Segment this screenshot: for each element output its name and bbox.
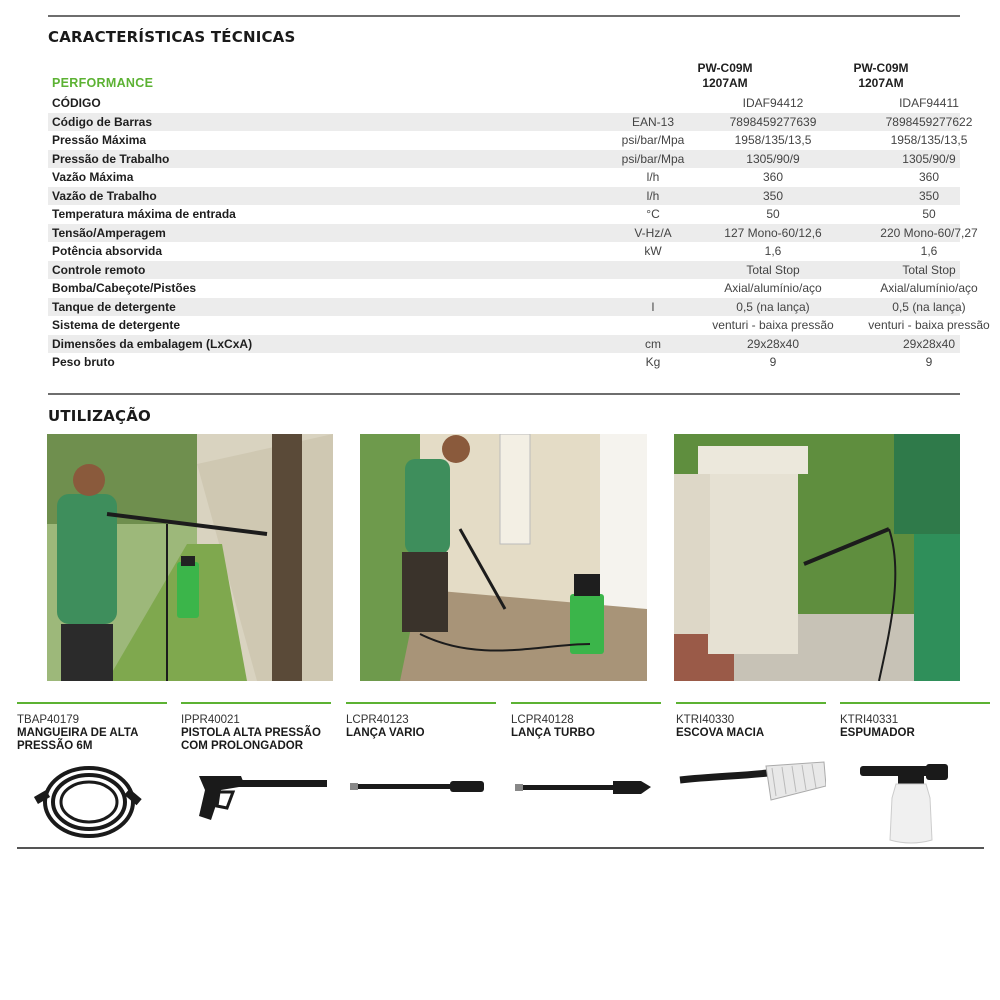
spec-label: Peso bruto <box>52 355 115 369</box>
spec-label: Pressão Máxima <box>52 133 147 147</box>
spec-row <box>48 168 960 187</box>
spec-unit: l/h <box>646 170 660 184</box>
accessory-code: KTRI40331 <box>840 714 899 726</box>
top-divider <box>48 15 960 17</box>
usage-section-title: UTILIZAÇÃO <box>48 407 151 425</box>
spec-value-model-1: 127 Mono-60/12,6 <box>724 225 822 240</box>
spec-row <box>48 242 960 261</box>
spec-value-model-1: venturi - baixa pressão <box>712 318 834 332</box>
accessory-name: LANÇA VARIO <box>346 727 425 739</box>
accessory-item <box>346 702 496 740</box>
spec-row <box>48 335 960 354</box>
spec-row <box>48 205 960 224</box>
accessory-code: TBAP40179 <box>17 714 80 726</box>
usage-photo-wall-cleaning <box>47 434 333 681</box>
spec-row <box>48 316 990 335</box>
spec-table <box>48 94 990 372</box>
spec-value-model-1: 1958/135/13,5 <box>734 133 812 147</box>
spec-label: CÓDIGO <box>52 96 101 110</box>
usage-photo-pillar-cleaning <box>674 434 960 681</box>
accessory-name: ESCOVA MACIA <box>676 727 765 739</box>
accessory-code: IPPR40021 <box>181 714 240 726</box>
spec-label: Dimensões da embalagem (LxCxA) <box>52 336 253 351</box>
spec-unit: V-Hz/A <box>634 225 672 240</box>
spec-value-model-1: 9 <box>769 355 777 369</box>
spec-label: Sistema de detergente <box>52 318 181 332</box>
spec-value-model-2: venturi - baixa pressão <box>868 318 990 332</box>
accessory-code: LCPR40128 <box>511 714 574 726</box>
spec-label: Controle remoto <box>52 262 146 277</box>
spec-value-model-1: 7898459277639 <box>729 114 817 129</box>
spec-row <box>48 187 960 206</box>
spec-unit: l <box>651 299 655 314</box>
hose-icon <box>17 757 167 847</box>
accessory-code: KTRI40330 <box>676 714 735 726</box>
accessory-item <box>840 702 990 740</box>
spec-value-model-1: 360 <box>762 170 784 184</box>
vario-lance-icon <box>346 764 496 854</box>
spec-value-model-1: 1305/90/9 <box>746 151 800 166</box>
spec-value-model-2: IDAF94411 <box>899 96 959 110</box>
accessory-name: PISTOLA ALTA PRESSÃO COM PROLONGADOR <box>181 727 321 752</box>
spec-row <box>48 279 978 298</box>
spec-value-model-2: 0,5 (na lança) <box>892 299 966 314</box>
spec-value-model-2: Total Stop <box>902 262 956 277</box>
spec-unit: l/h <box>646 188 660 203</box>
accessory-name: ESPUMADOR <box>840 727 915 739</box>
spec-value-model-2: 50 <box>922 207 936 221</box>
bottom-divider <box>17 847 984 849</box>
spec-value-model-2: Axial/alumínio/aço <box>880 281 978 295</box>
accessory-green-line <box>181 702 331 704</box>
spec-row <box>48 224 978 243</box>
spec-row <box>48 353 960 372</box>
accessory-name: LANÇA TURBO <box>511 727 595 739</box>
spec-value-model-2: 1958/135/13,5 <box>890 133 968 147</box>
spec-value-model-1: 1,6 <box>764 244 782 258</box>
spec-value-model-2: 350 <box>918 188 940 203</box>
spec-row <box>48 150 960 169</box>
spec-row <box>48 94 960 113</box>
spec-label: Bomba/Cabeçote/Pistões <box>52 281 197 295</box>
spec-value-model-1: 29x28x40 <box>746 336 800 351</box>
spec-unit: °C <box>646 207 660 221</box>
spec-unit: cm <box>645 336 661 351</box>
accessory-green-line <box>676 702 826 704</box>
spec-label: Vazão de Trabalho <box>52 188 157 203</box>
spec-row <box>48 131 968 150</box>
spec-value-model-2: 9 <box>925 355 933 369</box>
brush-icon <box>676 758 826 848</box>
spec-value-model-1: IDAF94412 <box>742 96 804 110</box>
spec-row <box>48 298 966 317</box>
spec-label: Tensão/Amperagem <box>52 225 166 240</box>
spec-value-model-2: 1305/90/9 <box>902 151 956 166</box>
spec-unit: EAN-13 <box>631 114 675 129</box>
spec-row <box>48 261 960 280</box>
accessory-item <box>676 702 826 740</box>
spec-row <box>48 113 973 132</box>
spec-label: Temperatura máxima de entrada <box>52 207 236 221</box>
accessory-name: MANGUEIRA DE ALTA PRESSÃO 6M <box>17 727 139 752</box>
spec-value-model-1: Axial/alumínio/aço <box>724 281 822 295</box>
spec-label: Código de Barras <box>52 114 153 129</box>
spec-value-model-1: 350 <box>762 188 784 203</box>
accessory-green-line <box>840 702 990 704</box>
accessory-item <box>511 702 661 740</box>
accessory-green-line <box>17 702 167 704</box>
accessory-green-line <box>346 702 496 704</box>
spec-label: Tanque de detergente <box>52 299 176 314</box>
spec-unit: psi/bar/Mpa <box>621 133 685 147</box>
model-header-2: PW-C09M 1207AM <box>853 61 909 90</box>
foam-bottle-icon <box>840 760 990 850</box>
spec-unit: kW <box>644 244 662 258</box>
spec-value-model-1: 50 <box>766 207 780 221</box>
spec-value-model-2: 360 <box>918 170 940 184</box>
spec-label: Pressão de Trabalho <box>52 151 170 166</box>
spec-label: Potência absorvida <box>52 244 163 258</box>
spec-value-model-2: 1,6 <box>920 244 938 258</box>
usage-divider <box>48 393 960 395</box>
spec-unit: psi/bar/Mpa <box>621 151 685 166</box>
accessory-item <box>17 702 167 753</box>
usage-photo-floor-cleaning <box>360 434 647 681</box>
accessory-code: LCPR40123 <box>346 714 409 726</box>
spec-value-model-2: 220 Mono-60/7,27 <box>880 225 978 240</box>
specs-section-title: CARACTERÍSTICAS TÉCNICAS <box>48 28 296 46</box>
spec-value-model-2: 29x28x40 <box>902 336 956 351</box>
turbo-lance-icon <box>511 764 661 854</box>
spec-value-model-1: 0,5 (na lança) <box>736 299 810 314</box>
spec-label: Vazão Máxima <box>52 170 134 184</box>
spec-value-model-1: Total Stop <box>746 262 800 277</box>
spec-unit: Kg <box>645 355 661 369</box>
model-header-1: PW-C09M 1207AM <box>697 61 753 90</box>
spec-value-model-2: 7898459277622 <box>885 114 973 129</box>
accessory-green-line <box>511 702 661 704</box>
accessory-item <box>181 702 331 753</box>
performance-label: PERFORMANCE <box>52 76 154 90</box>
spray-gun-icon <box>181 764 331 854</box>
